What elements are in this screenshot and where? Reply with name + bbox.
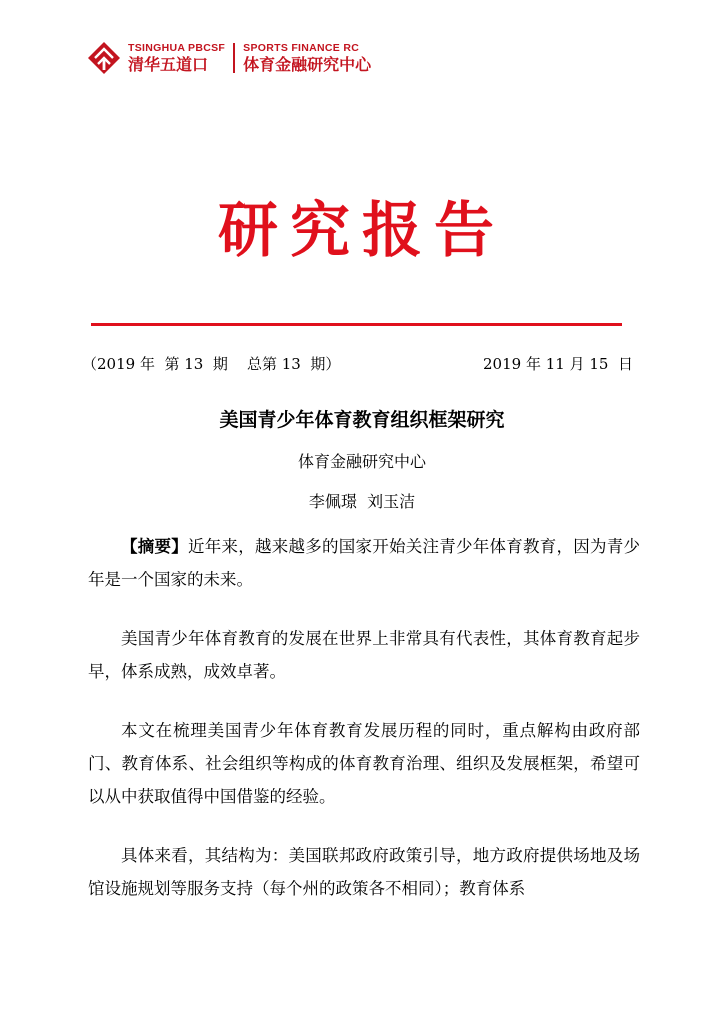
body-paragraph-3: 具体来看，其结构为：美国联邦政府政策引导，地方政府提供场地及场馆设施规划等服务支持（每个州的政策各不相同）；教育体系 xyxy=(88,846,640,898)
report-title: 研究报告 xyxy=(218,196,506,266)
title-divider-rule xyxy=(91,323,622,326)
logo-en-left: TSINGHUA PBCSF xyxy=(128,41,226,54)
article-organization: 体育金融研究中心 xyxy=(297,452,426,471)
article-title: 美国青少年体育教育组织框架研究 xyxy=(219,409,505,431)
body-paragraph-1: 美国青少年体育教育的发展在世界上非常具有代表性，其体育教育起步早，体系成熟，成效卓著。 xyxy=(88,629,640,681)
issue-date: 2019 年 11 月 15 日 xyxy=(483,355,633,373)
logo-cn-right: 体育金融研究中心 xyxy=(243,54,372,74)
header-logo xyxy=(86,38,379,78)
article-authors: 李佩璟 刘玉洁 xyxy=(308,492,416,511)
logo-divider xyxy=(233,43,235,73)
abstract-label: 【摘要】 xyxy=(121,537,188,556)
tsinghua-pbcsf-logo-icon xyxy=(86,40,122,76)
logo-en-right: SPORTS FINANCE RC xyxy=(243,41,360,54)
abstract-text: 近年来，越来越多的国家开始关注青少年体育教育，因为青少年是一个国家的未来。 xyxy=(88,537,640,589)
logo-cn-left: 清华五道口 xyxy=(128,54,209,74)
issue-number: （2019 年 第 13 期 总第 13 期） xyxy=(82,355,341,373)
logo-left-text xyxy=(128,42,225,75)
article-body xyxy=(88,530,640,931)
abstract-paragraph xyxy=(88,530,640,596)
logo-right-text xyxy=(243,42,371,75)
body-paragraph-2: 本文在梳理美国青少年体育教育发展历程的同时，重点解构由政府部门、教育体系、社会组织等构成的体育教育治理、组织及发展框架，希望可以从中获取值得中国借鉴的经验。 xyxy=(88,721,640,806)
